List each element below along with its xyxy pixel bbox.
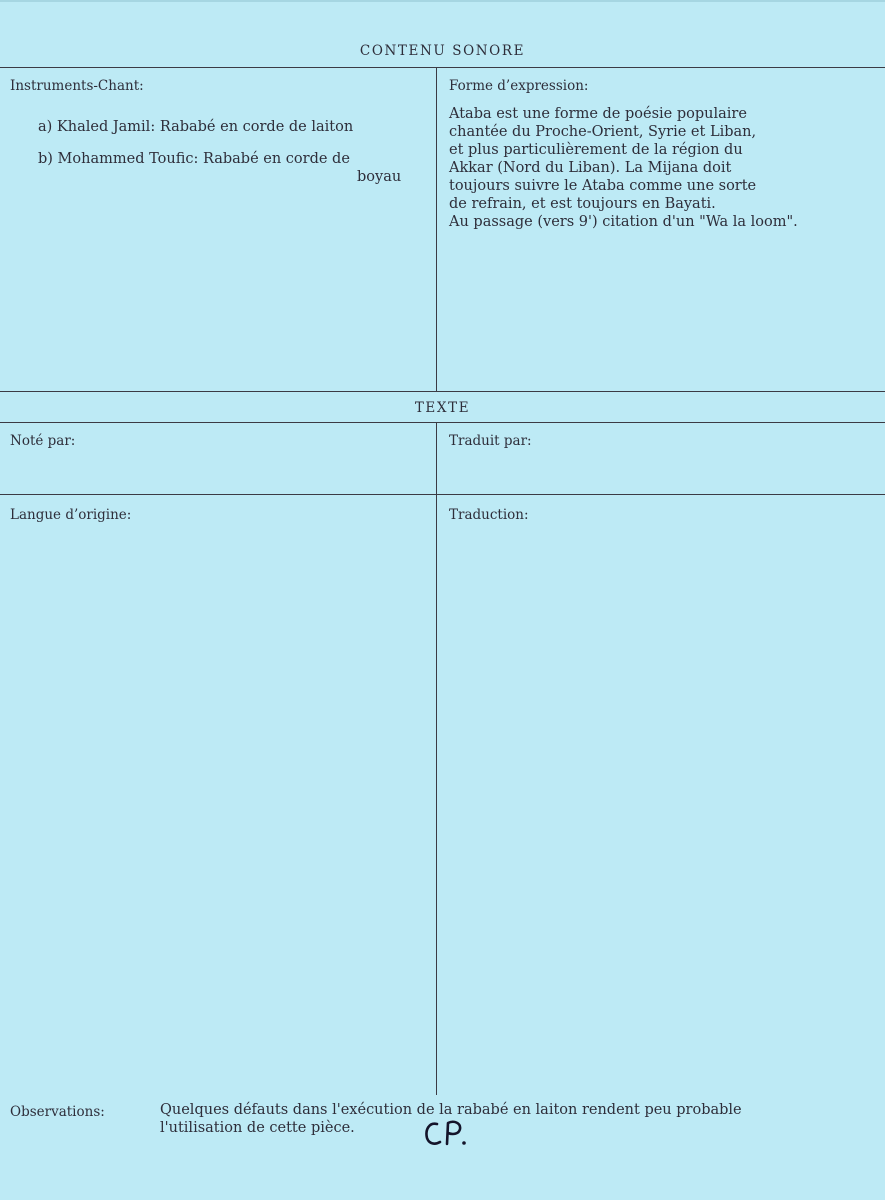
observations-label: Observations:	[10, 1104, 105, 1120]
handwritten-initials	[423, 1114, 483, 1158]
divider-langue-top	[0, 494, 885, 495]
forme-line: Ataba est une forme de poésie populaire	[449, 106, 747, 122]
forme-text	[449, 105, 798, 231]
forme-line: Akkar (Nord du Liban). La Mijana doit	[449, 160, 732, 176]
divider-texte-top	[0, 391, 885, 392]
instrument-item-a: a) Khaled Jamil: Rababé en corde de laiton	[38, 119, 354, 135]
forme-line: chantée du Proche-Orient, Syrie et Liban,	[449, 124, 757, 140]
observations-line-1: Quelques défauts dans l'exécution de la rababé en laiton rendent peu probable	[160, 1102, 742, 1118]
instrument-item-b-cont: boyau	[357, 169, 402, 185]
forme-line: toujours suivre le Ataba comme une sorte	[449, 178, 757, 194]
divider-contenu-top	[0, 67, 885, 68]
section-title-contenu-sonore: CONTENU SONORE	[359, 43, 526, 59]
instrument-item-b: b) Mohammed Toufic: Rababé en corde de	[38, 151, 350, 167]
forme-line: Au passage (vers 9') citation d'un "Wa la loom".	[449, 214, 798, 230]
traduit-par-label: Traduit par:	[449, 433, 532, 449]
forme-line: et plus particulièrement de la région du	[449, 142, 743, 158]
forme-line: de refrain, et est toujours en Bayati.	[449, 196, 716, 212]
top-edge	[0, 0, 885, 2]
divider-texte-bottom	[0, 422, 885, 423]
langue-origine-label: Langue d’origine:	[10, 507, 132, 523]
instruments-label: Instruments-Chant:	[10, 78, 144, 94]
observations-line-2: l'utilisation de cette pièce.	[160, 1120, 355, 1136]
note-par-label: Noté par:	[10, 433, 76, 449]
signature-icon	[423, 1114, 483, 1154]
divider-vertical-contenu	[436, 67, 437, 391]
section-title-texte: TEXTE	[414, 400, 471, 416]
traduction-label: Traduction:	[449, 507, 529, 523]
observations-text	[160, 1101, 870, 1137]
divider-vertical-texte	[436, 422, 437, 1095]
forme-label: Forme d’expression:	[449, 78, 589, 94]
